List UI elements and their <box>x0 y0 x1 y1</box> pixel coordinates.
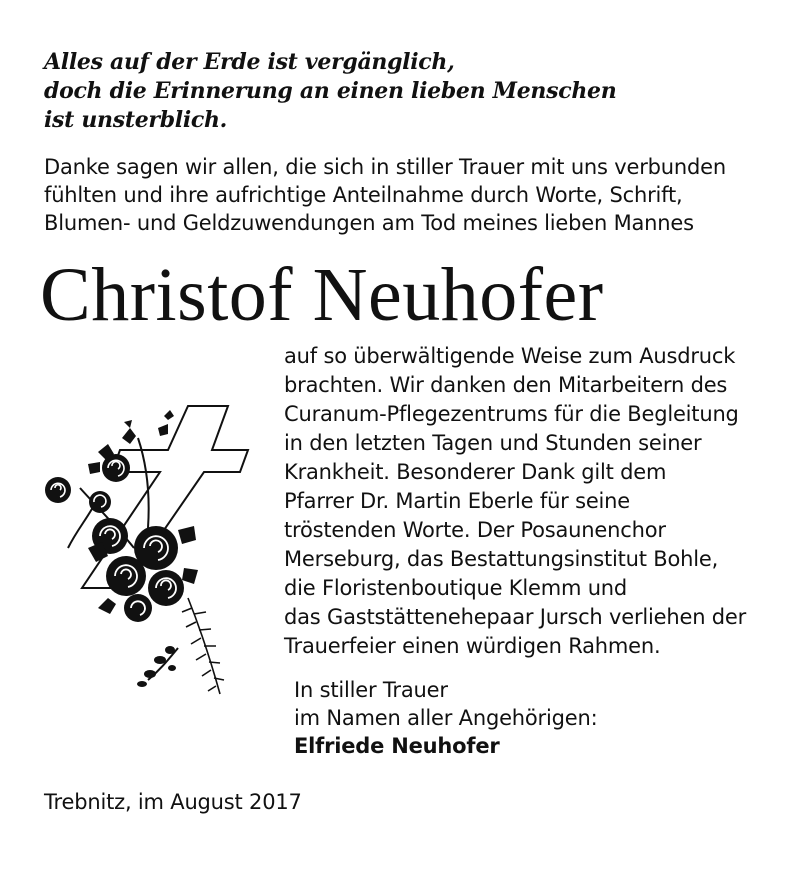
body-line: Curanum-Pflegezentrums für die Begleitung <box>284 402 739 426</box>
motto-line: Alles auf der Erde ist vergänglich, <box>44 49 455 75</box>
body-line: Pfarrer Dr. Martin Eberle für seine <box>284 489 631 513</box>
thanks-body <box>284 342 746 661</box>
place-date: Trebnitz, im August 2017 <box>44 790 302 814</box>
body-line: das Gaststättenehepaar Jursch verliehen der <box>284 605 747 629</box>
thanks-intro <box>44 153 726 237</box>
body-line: auf so überwältigende Weise zum Ausdruck <box>284 344 736 368</box>
cross-with-roses-icon <box>38 398 278 698</box>
body-line: in den letzten Tagen und Stunden seiner <box>284 431 702 455</box>
body-line: Trauerfeier einen würdigen Rahmen. <box>284 634 661 658</box>
deceased-name: Christof Neuhofer <box>40 253 604 337</box>
body-line: brachten. Wir danken den Mitarbeitern des <box>284 373 728 397</box>
intro-line: fühlten und ihre aufrichtige Anteilnahme durch Worte, Schrift, <box>44 183 683 207</box>
body-line: Merseburg, das Bestattungsinstitut Bohle, <box>284 547 719 571</box>
motto-line: doch die Erinnerung an einen lieben Menschen <box>44 78 617 104</box>
signer-name: Elfriede Neuhofer <box>294 734 500 758</box>
intro-line: Danke sagen wir allen, die sich in stiller Trauer mit uns verbunden <box>44 155 726 179</box>
intro-line: Blumen- und Geldzuwendungen am Tod meines lieben Mannes <box>44 211 694 235</box>
signature-line: im Namen aller Angehörigen: <box>294 706 598 730</box>
motto-line: ist unsterblich. <box>44 107 228 133</box>
body-line: Krankheit. Besonderer Dank gilt dem <box>284 460 667 484</box>
signature-block <box>294 676 597 760</box>
body-line: tröstenden Worte. Der Posaunenchor <box>284 518 666 542</box>
motto-quote <box>44 48 616 135</box>
body-line: die Floristenboutique Klemm und <box>284 576 628 600</box>
signature-line: In stiller Trauer <box>294 678 448 702</box>
